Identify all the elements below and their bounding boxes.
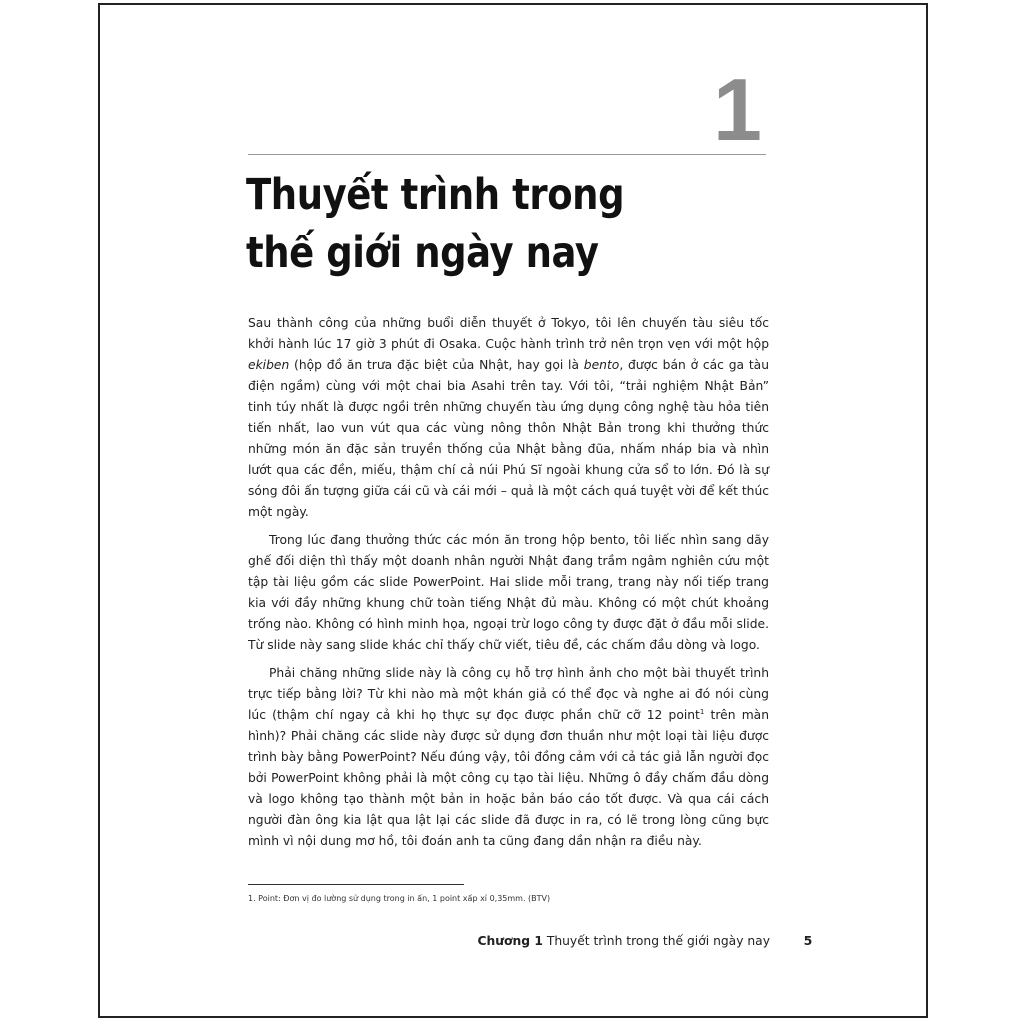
body-text <box>248 313 769 859</box>
paragraph-3-text-b: trên màn hình)? Phải chăng các slide này được sử dụng đơn thuần như một loại tài liệu được trình bày bằng PowerPoint? Nếu đúng vậy, tôi đồng cảm với cả tác giả lẫn người đọc bởi PowerPoint không phải là một công cụ tạo tài liệu. Những ô đầy chấm đầu dòng và logo không tạo thành một bản in hoặc bản báo cáo tốt được. Và qua cái cách người đàn ông kia lật qua lật lại các slide đã được in ra, có lẽ trong lòng cũng bực mình vì nội dung mơ hồ, tôi đoán anh ta cũng đang dần nhận ra điều này. <box>248 708 769 848</box>
chapter-rule <box>248 154 766 155</box>
paragraph-1-text-b: (hộp đồ ăn trưa đặc biệt của Nhật, hay gọi là <box>289 358 584 372</box>
chapter-title-line-2: thế giới ngày nay <box>246 228 599 278</box>
page-number: 5 <box>803 933 813 948</box>
footnote-reference: 1 <box>699 707 705 716</box>
paragraph-3 <box>248 663 769 852</box>
running-footer <box>420 932 770 950</box>
footer-chapter-title: Thuyết trình trong thế giới ngày nay <box>546 934 770 948</box>
footnote: 1. Point: Đơn vị đo lường sử dụng trong in ấn, 1 point xấp xỉ 0,35mm. (BTV) <box>248 894 551 903</box>
chapter-title-line-1: Thuyết trình trong <box>246 170 625 220</box>
paragraph-1 <box>248 313 769 523</box>
italic-term-bento: bento <box>583 358 620 372</box>
paragraph-2: Trong lúc đang thưởng thức các món ăn trong hộp bento, tôi liếc nhìn sang dãy ghế đối diện thì thấy một doanh nhân người Nhật đang trầm ngâm nghiên cứu một tập tài liệu gồm các slide PowerPoint. Hai slide mỗi trang, trang này nối tiếp trang kia với đầy những khung chữ toàn tiếng Nhật đủ màu. Không có một chút khoảng trống nào. Không có hình minh họa, ngoại trừ logo công ty được đặt ở đầu mỗi slide. Từ slide này sang slide khác chỉ thấy chữ viết, tiêu đề, các chấm đầu dòng và logo. <box>248 533 769 652</box>
footnote-rule <box>248 884 464 885</box>
chapter-number: 1 <box>713 60 762 159</box>
footer-chapter-label: Chương 1 <box>477 934 543 948</box>
chapter-title <box>246 166 693 282</box>
paragraph-1-text-a: Sau thành công của những buổi diễn thuyết ở Tokyo, tôi lên chuyến tàu siêu tốc khởi hành lúc 17 giờ 3 phút đi Osaka. Cuộc hành trình trở nên trọn vẹn với một hộp <box>248 316 769 351</box>
italic-term-ekiben: ekiben <box>248 358 290 372</box>
paragraph-1-text-c: , được bán ở các ga tàu điện ngầm) cùng với một chai bia Asahi trên tay. Với tôi, “trải nghiệm Nhật Bản” tinh túy nhất là được ngồi trên những chuyến tàu ứng dụng công nghệ tàu hỏa tiên tiến nhất, lao vun vút qua các vùng nông thôn Nhật Bản trong khi thưởng thức những món ăn đặc sản truyền thống của Nhật bằng đũa, nhấm nháp bia và nhìn lướt qua các đền, miếu, thậm chí cả núi Phú Sĩ ngoài khung cửa sổ to lớn. Đó là sự sóng đôi ấn tượng giữa cái cũ và cái mới – quả là một cách quá tuyệt vời để kết thúc một ngày. <box>248 358 769 519</box>
paragraph-3-text-a: Phải chăng những slide này là công cụ hỗ trợ hình ảnh cho một bài thuyết trình trực tiếp bằng lời? Từ khi nào mà một khán giả có thể đọc và nghe ai đó nói cùng lúc (thậm chí ngay cả khi họ thực sự đọc được phần chữ cỡ 12 point <box>248 666 769 722</box>
